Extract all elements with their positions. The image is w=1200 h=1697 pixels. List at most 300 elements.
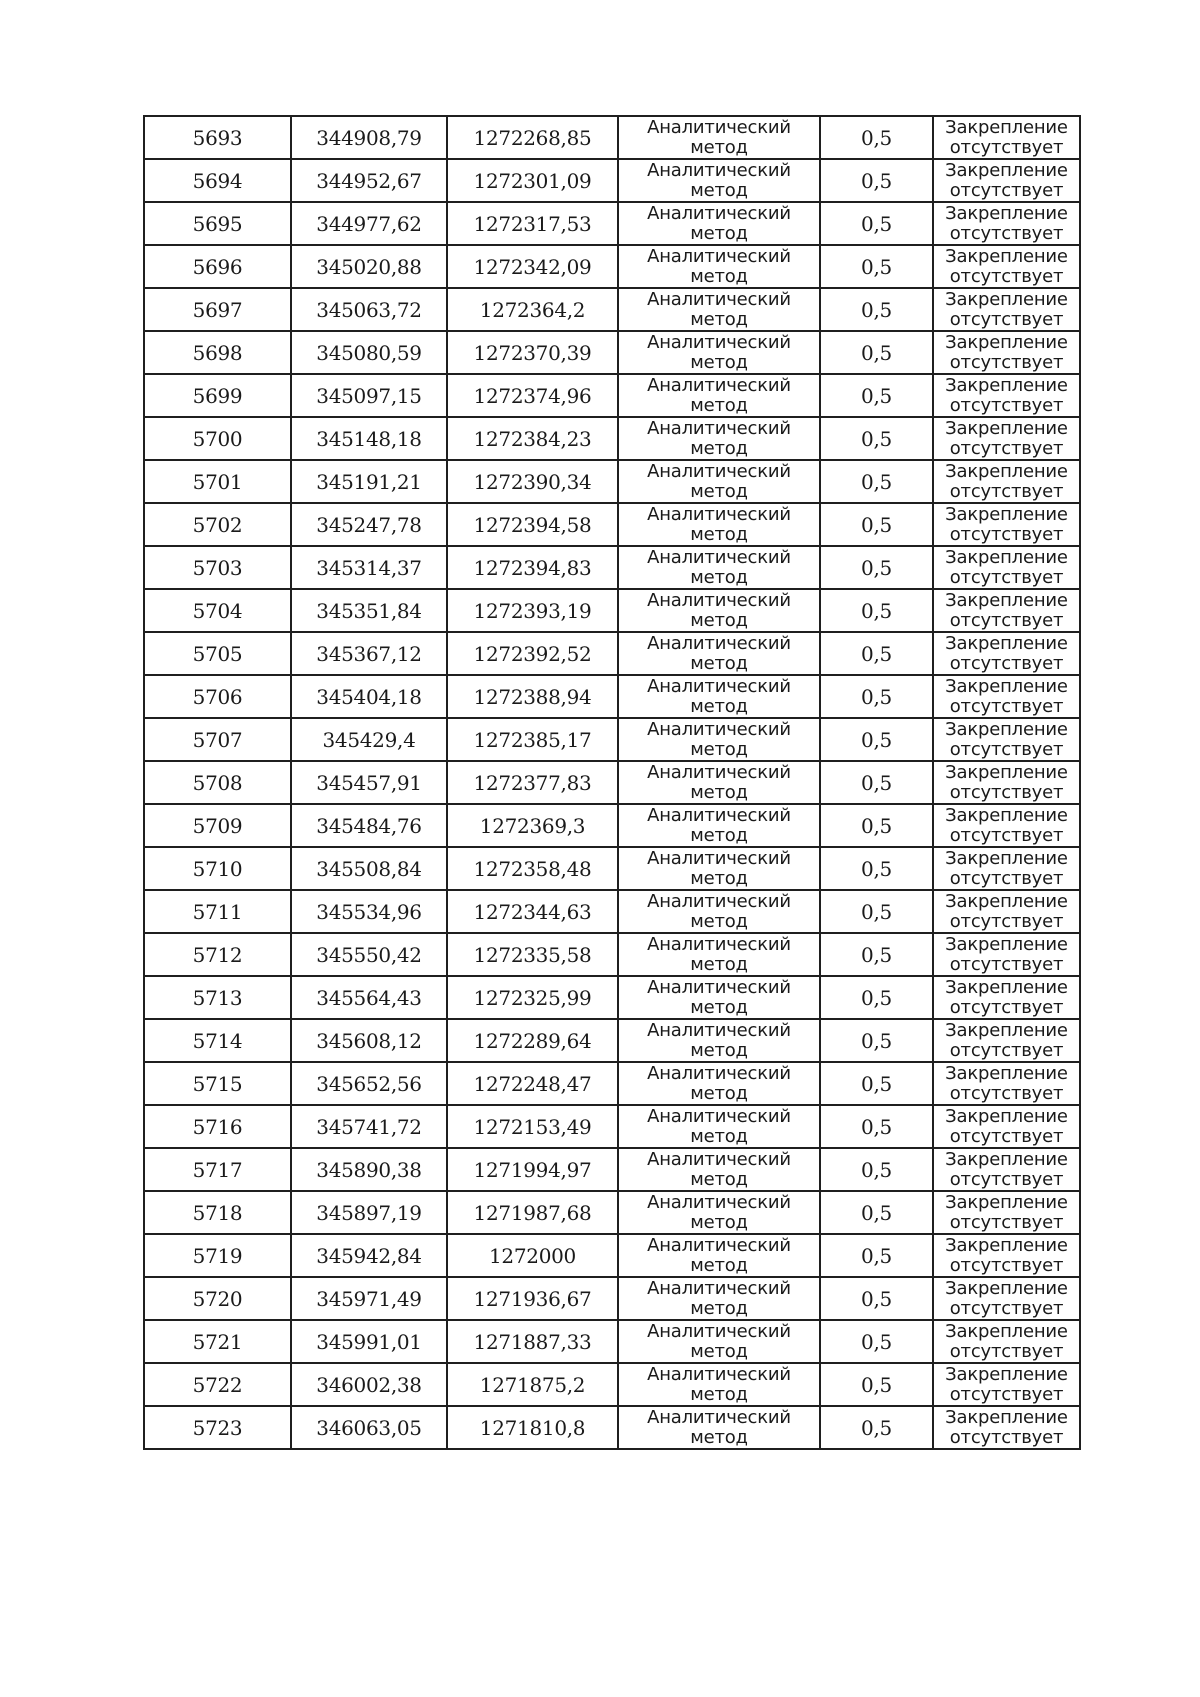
table-row (144, 202, 1080, 245)
method-cell-line: метод (690, 781, 748, 803)
fixing-cell (933, 933, 1080, 976)
method-cell-line: Аналитический (647, 675, 791, 697)
point-number-cell: 5703 (144, 546, 291, 589)
fixing-cell-line: Закрепление (945, 1062, 1068, 1084)
table-row (144, 417, 1080, 460)
point-number-cell: 5712 (144, 933, 291, 976)
method-cell (618, 1148, 820, 1191)
method-cell (618, 1320, 820, 1363)
fixing-cell (933, 546, 1080, 589)
method-cell-line: метод (690, 1254, 748, 1276)
fixing-cell-line: отсутствует (949, 351, 1064, 373)
fixing-cell-line: отсутствует (949, 1168, 1064, 1190)
table-row (144, 1019, 1080, 1062)
y-coordinate-cell: 1271994,97 (447, 1148, 618, 1191)
point-number-cell: 5695 (144, 202, 291, 245)
fixing-cell (933, 1277, 1080, 1320)
point-number-cell: 5721 (144, 1320, 291, 1363)
method-cell-line: метод (690, 738, 748, 760)
method-cell-line: метод (690, 437, 748, 459)
accuracy-cell: 0,5 (820, 417, 933, 460)
fixing-cell (933, 1234, 1080, 1277)
fixing-cell-line: Закрепление (945, 804, 1068, 826)
fixing-cell-line: отсутствует (949, 480, 1064, 502)
fixing-cell-line: отсутствует (949, 1254, 1064, 1276)
method-cell-line: Аналитический (647, 1406, 791, 1428)
method-cell-line: метод (690, 1039, 748, 1061)
y-coordinate-cell: 1272369,3 (447, 804, 618, 847)
fixing-cell (933, 1363, 1080, 1406)
point-number-cell: 5699 (144, 374, 291, 417)
x-coordinate-cell: 345550,42 (291, 933, 447, 976)
x-coordinate-cell: 345191,21 (291, 460, 447, 503)
accuracy-cell: 0,5 (820, 1320, 933, 1363)
fixing-cell-line: отсутствует (949, 394, 1064, 416)
method-cell (618, 503, 820, 546)
table-row (144, 976, 1080, 1019)
point-number-cell: 5719 (144, 1234, 291, 1277)
fixing-cell-line: отсутствует (949, 1383, 1064, 1405)
method-cell-line: Аналитический (647, 761, 791, 783)
y-coordinate-cell: 1272325,99 (447, 976, 618, 1019)
fixing-cell (933, 1191, 1080, 1234)
x-coordinate-cell: 345080,59 (291, 331, 447, 374)
method-cell-line: Аналитический (647, 288, 791, 310)
fixing-cell-line: Закрепление (945, 374, 1068, 396)
y-coordinate-cell: 1272301,09 (447, 159, 618, 202)
method-cell-line: метод (690, 1383, 748, 1405)
method-cell-line: метод (690, 394, 748, 416)
point-number-cell: 5694 (144, 159, 291, 202)
fixing-cell-line: Закрепление (945, 632, 1068, 654)
point-number-cell: 5700 (144, 417, 291, 460)
method-cell-line: Аналитический (647, 1105, 791, 1127)
fixing-cell-line: отсутствует (949, 1426, 1064, 1448)
method-cell (618, 116, 820, 159)
x-coordinate-cell: 345404,18 (291, 675, 447, 718)
method-cell-line: метод (690, 953, 748, 975)
method-cell-line: метод (690, 351, 748, 373)
fixing-cell-line: отсутствует (949, 953, 1064, 975)
fixing-cell-line: Закрепление (945, 245, 1068, 267)
point-number-cell: 5717 (144, 1148, 291, 1191)
method-cell-line: метод (690, 1297, 748, 1319)
fixing-cell (933, 1062, 1080, 1105)
accuracy-cell: 0,5 (820, 1105, 933, 1148)
y-coordinate-cell: 1272374,96 (447, 374, 618, 417)
point-number-cell: 5704 (144, 589, 291, 632)
y-coordinate-cell: 1272390,34 (447, 460, 618, 503)
x-coordinate-cell: 345484,76 (291, 804, 447, 847)
accuracy-cell: 0,5 (820, 675, 933, 718)
fixing-cell-line: Закрепление (945, 1105, 1068, 1127)
fixing-cell-line: Закрепление (945, 1406, 1068, 1428)
method-cell (618, 202, 820, 245)
point-number-cell: 5718 (144, 1191, 291, 1234)
x-coordinate-cell: 345063,72 (291, 288, 447, 331)
y-coordinate-cell: 1272364,2 (447, 288, 618, 331)
fixing-cell (933, 159, 1080, 202)
table-row (144, 890, 1080, 933)
fixing-cell-line: отсутствует (949, 867, 1064, 889)
table-row (144, 675, 1080, 718)
fixing-cell-line: отсутствует (949, 1125, 1064, 1147)
accuracy-cell: 0,5 (820, 589, 933, 632)
fixing-cell-line: Закрепление (945, 202, 1068, 224)
y-coordinate-cell: 1272377,83 (447, 761, 618, 804)
table-row (144, 546, 1080, 589)
accuracy-cell: 0,5 (820, 116, 933, 159)
method-cell (618, 890, 820, 933)
accuracy-cell: 0,5 (820, 1062, 933, 1105)
method-cell (618, 546, 820, 589)
fixing-cell (933, 589, 1080, 632)
fixing-cell-line: Закрепление (945, 1019, 1068, 1041)
fixing-cell-line: Закрепление (945, 1191, 1068, 1213)
x-coordinate-cell: 345148,18 (291, 417, 447, 460)
table-row (144, 1148, 1080, 1191)
table-row (144, 374, 1080, 417)
table-row (144, 589, 1080, 632)
method-cell-line: Аналитический (647, 1320, 791, 1342)
fixing-cell-line: Закрепление (945, 503, 1068, 525)
method-cell-line: метод (690, 265, 748, 287)
method-cell (618, 288, 820, 331)
method-cell (618, 1406, 820, 1449)
method-cell-line: метод (690, 652, 748, 674)
accuracy-cell: 0,5 (820, 1234, 933, 1277)
fixing-cell-line: отсутствует (949, 1211, 1064, 1233)
fixing-cell-line: Закрепление (945, 1363, 1068, 1385)
method-cell-line: Аналитический (647, 417, 791, 439)
point-number-cell: 5713 (144, 976, 291, 1019)
method-cell-line: Аналитический (647, 245, 791, 267)
method-cell (618, 718, 820, 761)
fixing-cell-line: Закрепление (945, 1277, 1068, 1299)
fixing-cell (933, 1320, 1080, 1363)
y-coordinate-cell: 1272268,85 (447, 116, 618, 159)
fixing-cell-line: отсутствует (949, 566, 1064, 588)
accuracy-cell: 0,5 (820, 847, 933, 890)
method-cell (618, 589, 820, 632)
accuracy-cell: 0,5 (820, 1019, 933, 1062)
x-coordinate-cell: 345247,78 (291, 503, 447, 546)
fixing-cell-line: отсутствует (949, 1039, 1064, 1061)
table-row (144, 933, 1080, 976)
fixing-cell (933, 245, 1080, 288)
point-number-cell: 5707 (144, 718, 291, 761)
fixing-cell (933, 1105, 1080, 1148)
fixing-cell-line: Закрепление (945, 718, 1068, 740)
fixing-cell-line: отсутствует (949, 652, 1064, 674)
y-coordinate-cell: 1272393,19 (447, 589, 618, 632)
fixing-cell-line: Закрепление (945, 847, 1068, 869)
method-cell-line: Аналитический (647, 202, 791, 224)
x-coordinate-cell: 345971,49 (291, 1277, 447, 1320)
table-row (144, 718, 1080, 761)
fixing-cell (933, 288, 1080, 331)
accuracy-cell: 0,5 (820, 976, 933, 1019)
fixing-cell-line: Закрепление (945, 976, 1068, 998)
fixing-cell (933, 1019, 1080, 1062)
accuracy-cell: 0,5 (820, 159, 933, 202)
method-cell-line: Аналитический (647, 1148, 791, 1170)
point-number-cell: 5711 (144, 890, 291, 933)
accuracy-cell: 0,5 (820, 761, 933, 804)
y-coordinate-cell: 1272392,52 (447, 632, 618, 675)
x-coordinate-cell: 345020,88 (291, 245, 447, 288)
method-cell-line: метод (690, 308, 748, 330)
fixing-cell-line: Закрепление (945, 589, 1068, 611)
x-coordinate-cell: 345897,19 (291, 1191, 447, 1234)
method-cell (618, 1234, 820, 1277)
table-row (144, 1320, 1080, 1363)
method-cell-line: метод (690, 1211, 748, 1233)
fixing-cell-line: отсутствует (949, 308, 1064, 330)
y-coordinate-cell: 1272342,09 (447, 245, 618, 288)
accuracy-cell: 0,5 (820, 933, 933, 976)
method-cell-line: Аналитический (647, 804, 791, 826)
fixing-cell-line: отсутствует (949, 1082, 1064, 1104)
method-cell-line: Аналитический (647, 1019, 791, 1041)
x-coordinate-cell: 345457,91 (291, 761, 447, 804)
method-cell (618, 933, 820, 976)
method-cell (618, 675, 820, 718)
method-cell-line: метод (690, 1426, 748, 1448)
point-number-cell: 5706 (144, 675, 291, 718)
y-coordinate-cell: 1271936,67 (447, 1277, 618, 1320)
fixing-cell-line: отсутствует (949, 695, 1064, 717)
fixing-cell-line: Закрепление (945, 460, 1068, 482)
x-coordinate-cell: 345508,84 (291, 847, 447, 890)
fixing-cell-line: Закрепление (945, 675, 1068, 697)
method-cell-line: Аналитический (647, 546, 791, 568)
accuracy-cell: 0,5 (820, 460, 933, 503)
point-number-cell: 5708 (144, 761, 291, 804)
accuracy-cell: 0,5 (820, 1277, 933, 1320)
table-row (144, 331, 1080, 374)
y-coordinate-cell: 1272394,58 (447, 503, 618, 546)
table-row (144, 761, 1080, 804)
accuracy-cell: 0,5 (820, 1191, 933, 1234)
x-coordinate-cell: 345429,4 (291, 718, 447, 761)
method-cell-line: Аналитический (647, 1363, 791, 1385)
method-cell-line: метод (690, 867, 748, 889)
table-row (144, 1406, 1080, 1449)
method-cell (618, 1105, 820, 1148)
point-number-cell: 5722 (144, 1363, 291, 1406)
fixing-cell-line: отсутствует (949, 781, 1064, 803)
accuracy-cell: 0,5 (820, 1363, 933, 1406)
x-coordinate-cell: 345097,15 (291, 374, 447, 417)
x-coordinate-cell: 344908,79 (291, 116, 447, 159)
fixing-cell-line: Закрепление (945, 546, 1068, 568)
coordinates-table (143, 115, 1081, 1450)
fixing-cell (933, 417, 1080, 460)
fixing-cell-line: Закрепление (945, 933, 1068, 955)
method-cell-line: метод (690, 136, 748, 158)
table-row (144, 1062, 1080, 1105)
fixing-cell-line: отсутствует (949, 910, 1064, 932)
fixing-cell-line: отсутствует (949, 179, 1064, 201)
fixing-cell (933, 374, 1080, 417)
method-cell-line: Аналитический (647, 1234, 791, 1256)
fixing-cell-line: Закрепление (945, 417, 1068, 439)
x-coordinate-cell: 346063,05 (291, 1406, 447, 1449)
point-number-cell: 5698 (144, 331, 291, 374)
y-coordinate-cell: 1271887,33 (447, 1320, 618, 1363)
fixing-cell (933, 331, 1080, 374)
method-cell-line: Аналитический (647, 1277, 791, 1299)
fixing-cell-line: отсутствует (949, 136, 1064, 158)
x-coordinate-cell: 345741,72 (291, 1105, 447, 1148)
fixing-cell (933, 718, 1080, 761)
method-cell-line: метод (690, 824, 748, 846)
table-row (144, 1234, 1080, 1277)
table-row (144, 847, 1080, 890)
x-coordinate-cell: 344952,67 (291, 159, 447, 202)
x-coordinate-cell: 345367,12 (291, 632, 447, 675)
table-row (144, 116, 1080, 159)
fixing-cell-line: отсутствует (949, 1340, 1064, 1362)
method-cell-line: метод (690, 910, 748, 932)
fixing-cell-line: Закрепление (945, 116, 1068, 138)
method-cell-line: метод (690, 996, 748, 1018)
method-cell-line: Аналитический (647, 933, 791, 955)
accuracy-cell: 0,5 (820, 890, 933, 933)
fixing-cell (933, 202, 1080, 245)
point-number-cell: 5697 (144, 288, 291, 331)
method-cell (618, 1191, 820, 1234)
table-row (144, 159, 1080, 202)
fixing-cell-line: отсутствует (949, 738, 1064, 760)
fixing-cell-line: отсутствует (949, 222, 1064, 244)
x-coordinate-cell: 345942,84 (291, 1234, 447, 1277)
x-coordinate-cell: 345564,43 (291, 976, 447, 1019)
y-coordinate-cell: 1272384,23 (447, 417, 618, 460)
method-cell-line: Аналитический (647, 632, 791, 654)
fixing-cell-line: Закрепление (945, 761, 1068, 783)
fixing-cell-line: Закрепление (945, 159, 1068, 181)
table-row (144, 460, 1080, 503)
method-cell-line: Аналитический (647, 374, 791, 396)
method-cell (618, 761, 820, 804)
y-coordinate-cell: 1272388,94 (447, 675, 618, 718)
accuracy-cell: 0,5 (820, 1148, 933, 1191)
method-cell-line: метод (690, 523, 748, 545)
fixing-cell (933, 804, 1080, 847)
fixing-cell (933, 116, 1080, 159)
y-coordinate-cell: 1272289,64 (447, 1019, 618, 1062)
accuracy-cell: 0,5 (820, 374, 933, 417)
y-coordinate-cell: 1272370,39 (447, 331, 618, 374)
fixing-cell (933, 632, 1080, 675)
point-number-cell: 5720 (144, 1277, 291, 1320)
method-cell-line: Аналитический (647, 890, 791, 912)
method-cell-line: Аналитический (647, 718, 791, 740)
point-number-cell: 5705 (144, 632, 291, 675)
y-coordinate-cell: 1272394,83 (447, 546, 618, 589)
method-cell-line: метод (690, 179, 748, 201)
x-coordinate-cell: 345534,96 (291, 890, 447, 933)
method-cell-line: метод (690, 222, 748, 244)
table-body (144, 116, 1080, 1449)
method-cell (618, 804, 820, 847)
table-row (144, 288, 1080, 331)
method-cell-line: Аналитический (647, 503, 791, 525)
table-row (144, 1105, 1080, 1148)
method-cell-line: Аналитический (647, 1062, 791, 1084)
method-cell-line: Аналитический (647, 589, 791, 611)
method-cell (618, 159, 820, 202)
method-cell (618, 1019, 820, 1062)
fixing-cell-line: отсутствует (949, 609, 1064, 631)
method-cell-line: метод (690, 1168, 748, 1190)
point-number-cell: 5693 (144, 116, 291, 159)
y-coordinate-cell: 1271987,68 (447, 1191, 618, 1234)
fixing-cell-line: отсутствует (949, 824, 1064, 846)
method-cell (618, 460, 820, 503)
fixing-cell-line: отсутствует (949, 1297, 1064, 1319)
method-cell-line: метод (690, 1340, 748, 1362)
method-cell-line: метод (690, 1125, 748, 1147)
method-cell (618, 1363, 820, 1406)
accuracy-cell: 0,5 (820, 331, 933, 374)
fixing-cell (933, 675, 1080, 718)
point-number-cell: 5710 (144, 847, 291, 890)
method-cell (618, 847, 820, 890)
method-cell-line: метод (690, 695, 748, 717)
x-coordinate-cell: 345652,56 (291, 1062, 447, 1105)
fixing-cell (933, 976, 1080, 1019)
table-row (144, 632, 1080, 675)
x-coordinate-cell: 345608,12 (291, 1019, 447, 1062)
y-coordinate-cell: 1272344,63 (447, 890, 618, 933)
point-number-cell: 5714 (144, 1019, 291, 1062)
table-row (144, 503, 1080, 546)
point-number-cell: 5715 (144, 1062, 291, 1105)
y-coordinate-cell: 1272000 (447, 1234, 618, 1277)
point-number-cell: 5702 (144, 503, 291, 546)
accuracy-cell: 0,5 (820, 503, 933, 546)
fixing-cell (933, 847, 1080, 890)
fixing-cell (933, 460, 1080, 503)
accuracy-cell: 0,5 (820, 718, 933, 761)
fixing-cell (933, 761, 1080, 804)
method-cell-line: Аналитический (647, 847, 791, 869)
table-row (144, 1191, 1080, 1234)
y-coordinate-cell: 1272153,49 (447, 1105, 618, 1148)
point-number-cell: 5696 (144, 245, 291, 288)
x-coordinate-cell: 346002,38 (291, 1363, 447, 1406)
fixing-cell-line: Закрепление (945, 288, 1068, 310)
point-number-cell: 5701 (144, 460, 291, 503)
method-cell-line: Аналитический (647, 159, 791, 181)
point-number-cell: 5709 (144, 804, 291, 847)
y-coordinate-cell: 1272317,53 (447, 202, 618, 245)
method-cell (618, 1062, 820, 1105)
method-cell (618, 331, 820, 374)
x-coordinate-cell: 345991,01 (291, 1320, 447, 1363)
x-coordinate-cell: 345314,37 (291, 546, 447, 589)
method-cell (618, 976, 820, 1019)
accuracy-cell: 0,5 (820, 632, 933, 675)
accuracy-cell: 0,5 (820, 202, 933, 245)
fixing-cell-line: Закрепление (945, 890, 1068, 912)
x-coordinate-cell: 345890,38 (291, 1148, 447, 1191)
method-cell (618, 245, 820, 288)
method-cell-line: Аналитический (647, 116, 791, 138)
